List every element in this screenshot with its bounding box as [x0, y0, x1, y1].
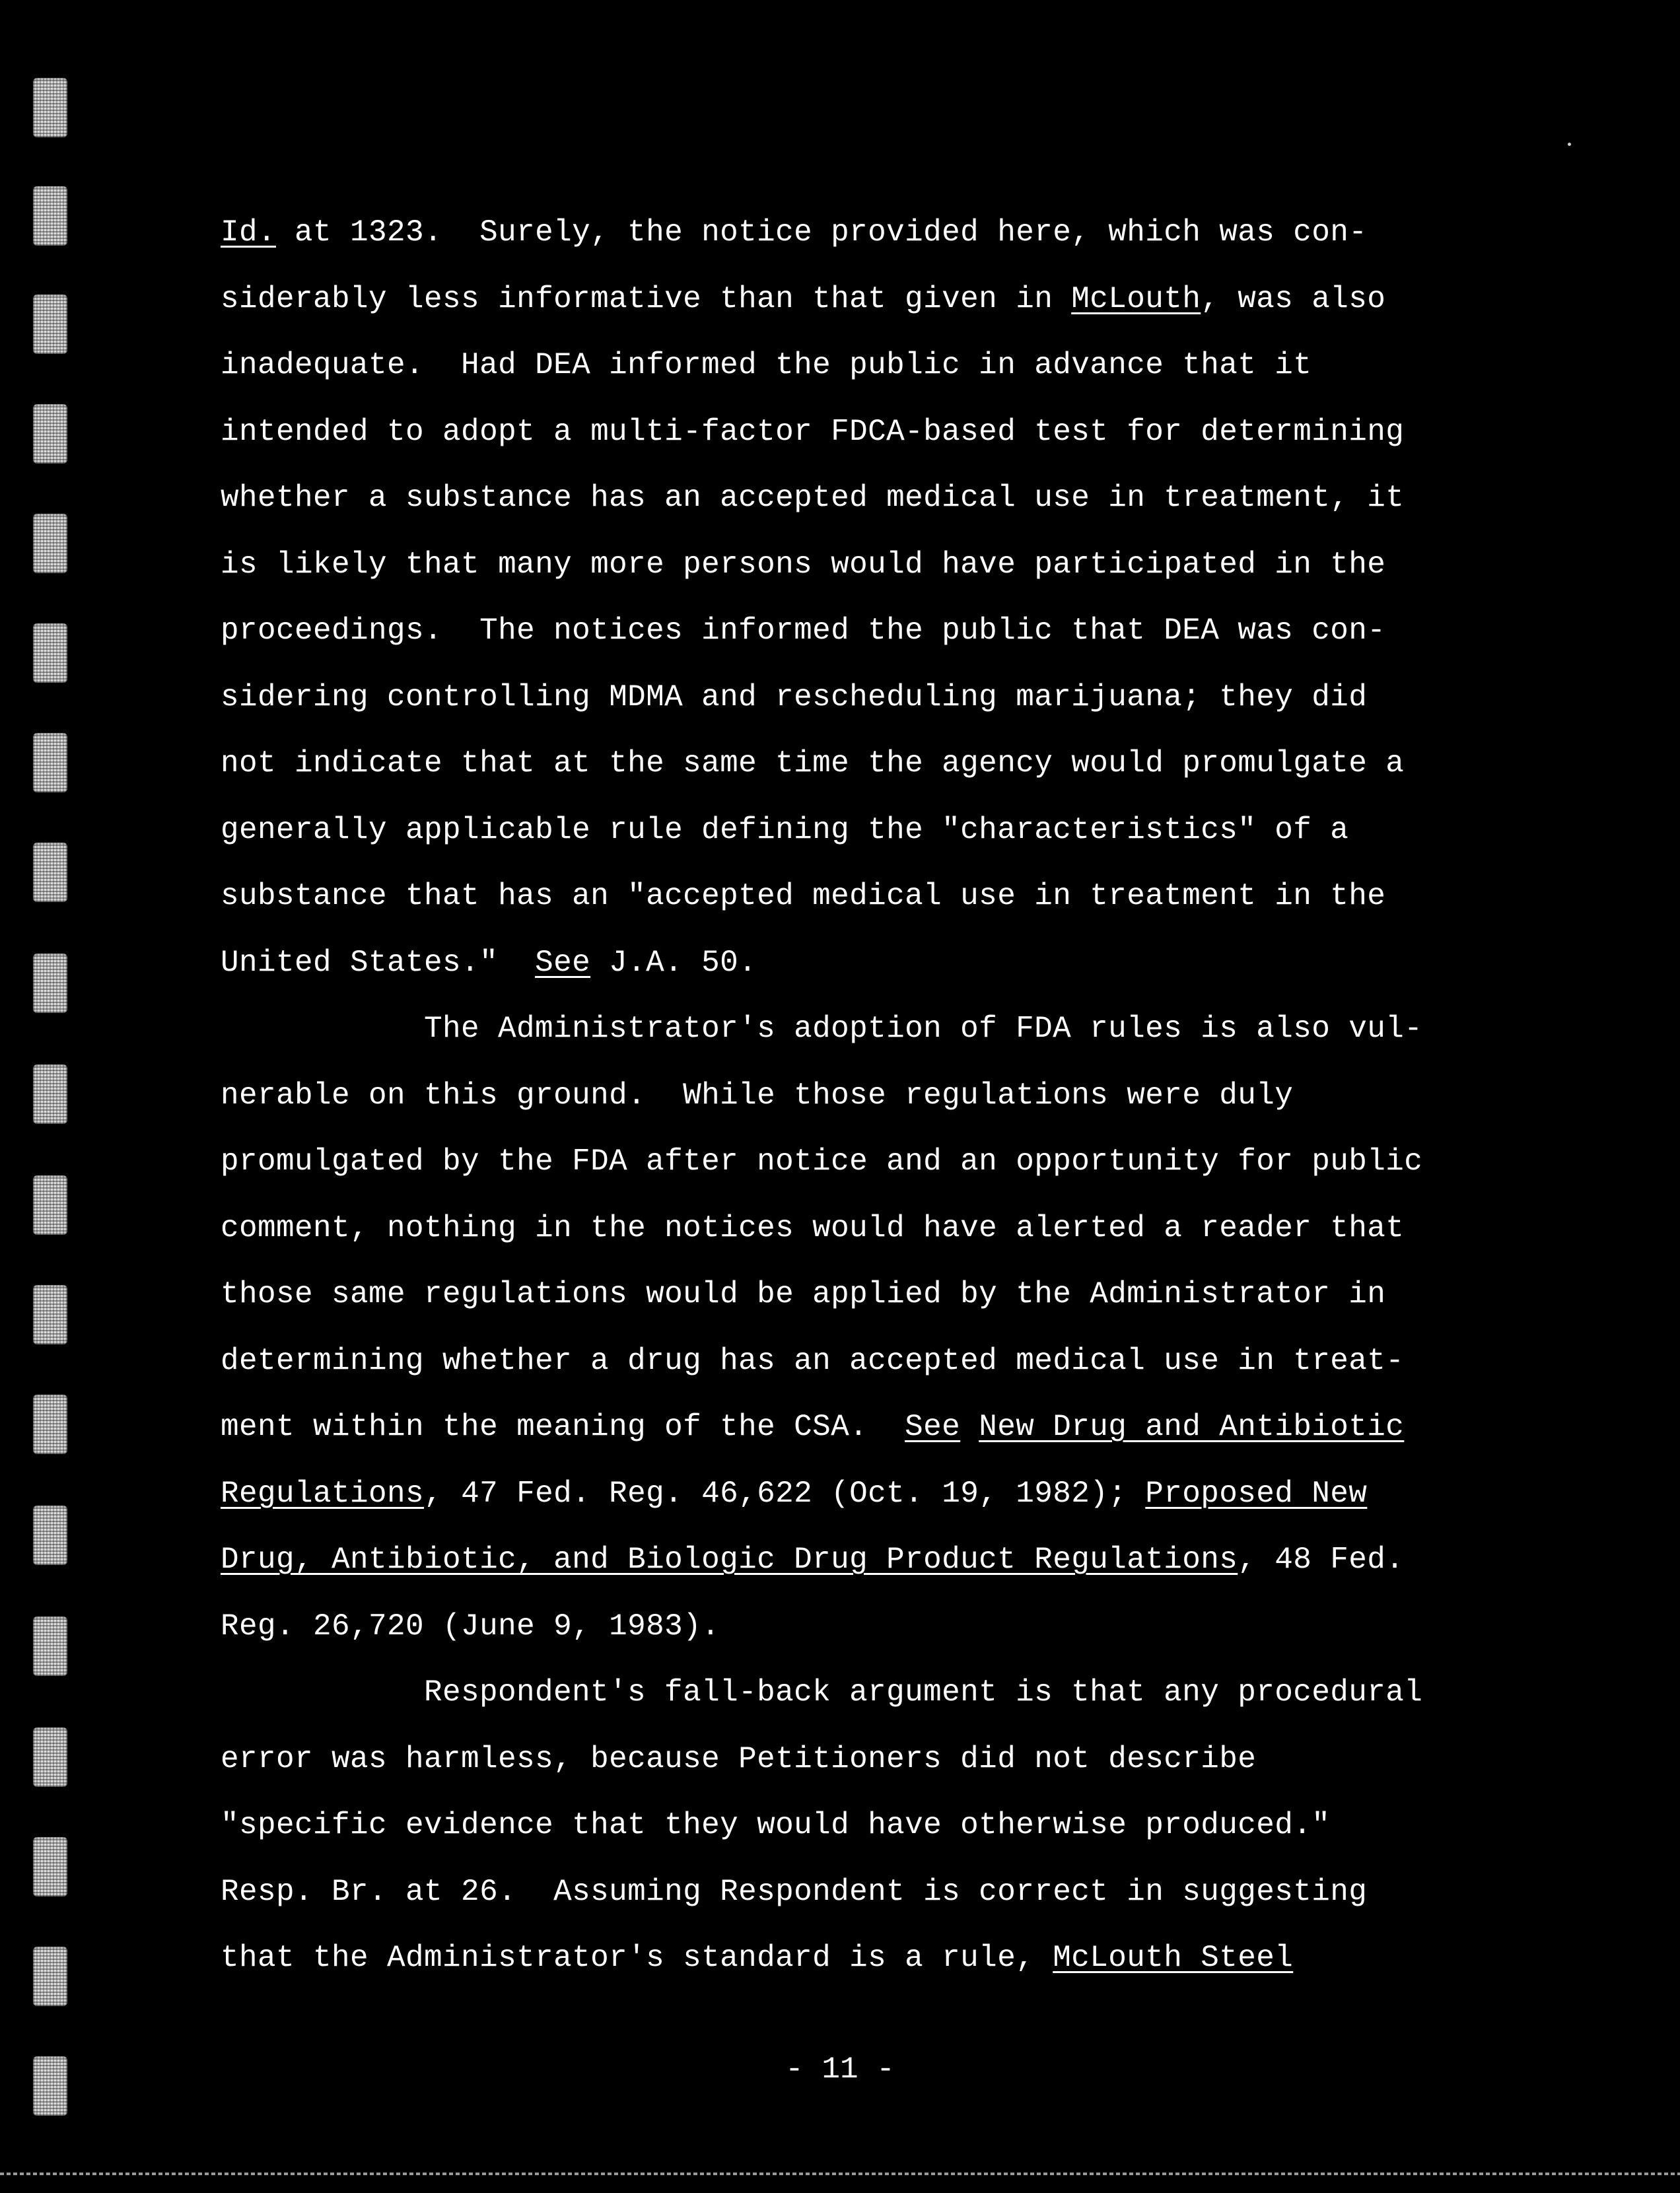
text-line [221, 1129, 1561, 1195]
text-run: proceedings. The notices informed the public that DEA was con- [221, 613, 1386, 648]
text-line [221, 199, 1561, 266]
binder-hole [33, 186, 67, 246]
text-line [221, 465, 1561, 532]
text-line [221, 863, 1561, 930]
binder-hole [33, 1285, 67, 1344]
text-line [221, 730, 1561, 797]
text-line [221, 1461, 1561, 1527]
text-line [221, 1195, 1561, 1262]
binder-hole [33, 404, 67, 464]
text-line [221, 1261, 1561, 1328]
text-run: ment within the meaning of the CSA. [221, 1410, 905, 1444]
text-run: intended to adopt a multi-factor FDCA-based test for determining [221, 414, 1405, 449]
text-run [960, 1410, 979, 1444]
underlined-citation: Proposed New [1145, 1476, 1368, 1511]
text-run: is likely that many more persons would have participated in the [221, 547, 1386, 582]
binder-hole [33, 1617, 67, 1676]
paragraph-3 [221, 1659, 1561, 1992]
text-run: , was also [1201, 281, 1386, 316]
text-line [221, 1527, 1561, 1593]
text-run: siderably less informative than that given in [221, 281, 1072, 316]
text-line [221, 1394, 1561, 1461]
binder-hole [33, 1175, 67, 1235]
text-run: those same regulations would be applied by the Administrator in [221, 1277, 1386, 1311]
text-line [221, 797, 1561, 864]
underlined-citation: Drug, Antibiotic, and Biologic Drug Product Regulations [221, 1543, 1238, 1577]
text-run: that the Administrator's standard is a rule, [221, 1941, 1053, 1975]
text-line [221, 266, 1561, 333]
bottom-edge-rule [0, 2173, 1680, 2175]
binder-hole [33, 78, 67, 137]
paragraph-1 [221, 199, 1561, 996]
binder-hole [33, 1395, 67, 1454]
text-run: sidering controlling MDMA and rescheduling marijuana; they did [221, 679, 1368, 714]
binder-hole [33, 295, 67, 354]
binder-hole [33, 514, 67, 573]
text-line [221, 1792, 1561, 1859]
text-run: J.A. 50. [590, 945, 757, 980]
text-run: , 48 Fed. [1238, 1543, 1405, 1577]
text-run: not indicate that at the same time the agency would promulgate a [221, 746, 1405, 781]
text-line [221, 532, 1561, 598]
text-run: United States." [221, 945, 536, 980]
text-line [221, 1859, 1561, 1926]
text-line [221, 1925, 1561, 1992]
text-line [221, 332, 1561, 399]
text-run: Resp. Br. at 26. Assuming Respondent is correct in suggesting [221, 1874, 1368, 1909]
text-run: generally applicable rule defining the "characteristics" of a [221, 812, 1349, 847]
text-run: nerable on this ground. While those regulations were duly [221, 1078, 1294, 1113]
body-text [221, 199, 1561, 1992]
binder-hole [33, 954, 67, 1013]
paragraph-2 [221, 996, 1561, 1659]
text-line [221, 930, 1561, 996]
text-line [221, 1062, 1561, 1129]
underlined-citation: McLouth Steel [1053, 1941, 1294, 1975]
binder-hole [33, 733, 67, 792]
text-run: The Administrator's adoption of FDA rules is also vul- [424, 1012, 1423, 1046]
text-run: , 47 Fed. Reg. 46,622 (Oct. 19, 1982); [424, 1476, 1146, 1511]
text-run: inadequate. Had DEA informed the public in advance that it [221, 348, 1312, 382]
text-line [221, 1593, 1561, 1660]
text-run: substance that has an "accepted medical use in treatment in the [221, 879, 1386, 913]
text-run: comment, nothing in the notices would have alerted a reader that [221, 1210, 1405, 1245]
scan-speck [1568, 143, 1571, 146]
text-line [221, 1726, 1561, 1793]
underlined-citation: McLouth [1071, 281, 1201, 316]
binder-hole [33, 1837, 67, 1897]
underlined-citation: New Drug and Antibiotic [979, 1410, 1405, 1444]
binder-hole-strip [33, 0, 92, 2193]
binder-hole [33, 1064, 67, 1124]
text-run: "specific evidence that they would have otherwise produced." [221, 1808, 1331, 1842]
text-run: promulgated by the FDA after notice and an opportunity for public [221, 1144, 1423, 1179]
text-run: whether a substance has an accepted medical use in treatment, it [221, 481, 1405, 515]
text-line [221, 598, 1561, 664]
text-line [221, 399, 1561, 466]
text-run: at 1323. Surely, the notice provided here, which was con- [276, 215, 1368, 250]
text-run: Reg. 26,720 (June 9, 1983). [221, 1609, 720, 1644]
binder-hole [33, 1727, 67, 1787]
text-line [221, 1328, 1561, 1395]
text-line [221, 1659, 1561, 1726]
text-run: determining whether a drug has an accepted medical use in treat- [221, 1343, 1405, 1378]
text-run: error was harmless, because Petitioners did not describe [221, 1741, 1257, 1776]
underlined-citation: Regulations [221, 1476, 425, 1511]
binder-hole [33, 843, 67, 902]
underlined-citation: Id. [221, 215, 277, 250]
binder-hole [33, 1947, 67, 2006]
underlined-citation: See [905, 1410, 961, 1444]
page-number: - 11 - [785, 2052, 895, 2087]
text-run: Respondent's fall-back argument is that any procedural [424, 1675, 1423, 1710]
binder-hole [33, 1506, 67, 1565]
text-line [221, 996, 1561, 1062]
underlined-citation: See [535, 945, 591, 980]
binder-hole [33, 623, 67, 683]
text-line [221, 664, 1561, 731]
